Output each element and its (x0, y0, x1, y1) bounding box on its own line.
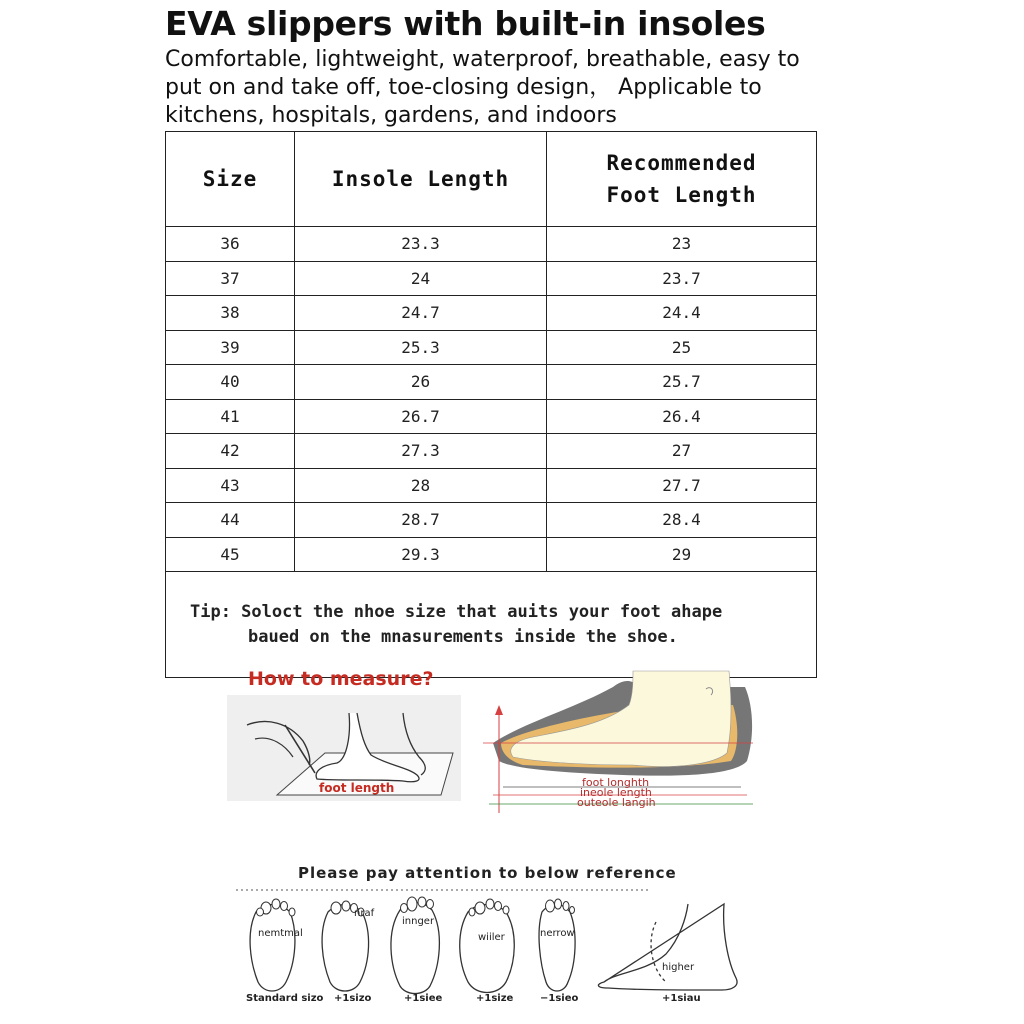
foot-length-label: foot length (319, 781, 395, 795)
size-cell: 38 (166, 296, 295, 331)
reference-heading: Please pay attention to below reference (298, 864, 677, 882)
column-header-insole-length: Insole Length (295, 132, 547, 227)
table-row (166, 227, 817, 262)
foot-length-cell: 29 (547, 537, 817, 572)
narrow-foot-label: nerrow (540, 928, 575, 939)
tip-line-2: baued on the mnasurements inside the shoe. (248, 626, 678, 647)
size-cell: 44 (166, 503, 295, 538)
foot-length-cell: 27 (547, 434, 817, 469)
column-header-foot-length: Recommended Foot Length (547, 132, 817, 227)
table-row (166, 434, 817, 469)
size-cell: 37 (166, 261, 295, 296)
flat-foot-label: nraf (354, 908, 375, 919)
foot-length-cell: 27.7 (547, 468, 817, 503)
size-cell: 42 (166, 434, 295, 469)
insole-length-label: ineole length (580, 786, 652, 799)
insole-length-cell: 29.3 (295, 537, 547, 572)
higher-instep-label: higher (662, 962, 695, 973)
table-row (166, 537, 817, 572)
wider-foot-label: wiiler (478, 932, 505, 943)
slipper-diagram (483, 665, 759, 819)
foot-length-shoe-label: foot longhth (582, 776, 650, 789)
table-header-row (166, 132, 817, 227)
foot-shapes-reference (236, 882, 756, 1016)
size-cell: 43 (166, 468, 295, 503)
size-cell: 41 (166, 399, 295, 434)
caption-standard-size: Standard sizo (246, 993, 324, 1004)
table-row (166, 365, 817, 400)
foot-length-cell: 28.4 (547, 503, 817, 538)
insole-length-cell: 28 (295, 468, 547, 503)
insole-length-cell: 26.7 (295, 399, 547, 434)
foot-length-cell: 26.4 (547, 399, 817, 434)
table-row (166, 261, 817, 296)
how-to-measure-heading: How to measure? (248, 668, 434, 690)
insole-length-cell: 24 (295, 261, 547, 296)
insole-length-cell: 24.7 (295, 296, 547, 331)
insole-length-cell: 23.3 (295, 227, 547, 262)
foot-length-cell: 23.7 (547, 261, 817, 296)
table-row (166, 296, 817, 331)
table-row (166, 399, 817, 434)
outsole-length-label: outeole langih (577, 796, 656, 809)
size-cell: 40 (166, 365, 295, 400)
caption-flat: +1sizo (334, 993, 372, 1004)
insole-length-cell: 27.3 (295, 434, 547, 469)
table-row (166, 330, 817, 365)
foot-length-cell: 25.7 (547, 365, 817, 400)
insole-length-cell: 26 (295, 365, 547, 400)
caption-higher: +1siau (662, 993, 701, 1004)
foot-length-cell: 25 (547, 330, 817, 365)
tip-line-1: Tip: Soloct the nhoe size that auits your foot ahape (190, 601, 723, 622)
longer-foot-label: innger (402, 916, 435, 927)
insole-length-cell: 25.3 (295, 330, 547, 365)
product-description: Comfortable, lightweight, waterproof, breathable, easy to put on and take off, toe-closing design， Applicable to kitchens, hospitals, gardens, and indoors (165, 47, 800, 128)
table-row (166, 503, 817, 538)
size-cell: 36 (166, 227, 295, 262)
foot-tracing-illustration (227, 695, 461, 801)
foot-length-cell: 23 (547, 227, 817, 262)
caption-longer: +1siee (404, 993, 443, 1004)
foot-length-cell: 24.4 (547, 296, 817, 331)
caption-wider: +1size (476, 993, 514, 1004)
insole-length-cell: 28.7 (295, 503, 547, 538)
normal-foot-label: nemtmal (258, 928, 303, 939)
tip-cell (166, 572, 817, 678)
table-row (166, 468, 817, 503)
size-cell: 39 (166, 330, 295, 365)
column-header-size: Size (166, 132, 295, 227)
caption-narrow: −1sieo (540, 993, 579, 1004)
tip-row (166, 572, 817, 678)
size-cell: 45 (166, 537, 295, 572)
page-title: EVA slippers with built-in insoles (165, 4, 766, 43)
size-chart-table (165, 131, 817, 678)
